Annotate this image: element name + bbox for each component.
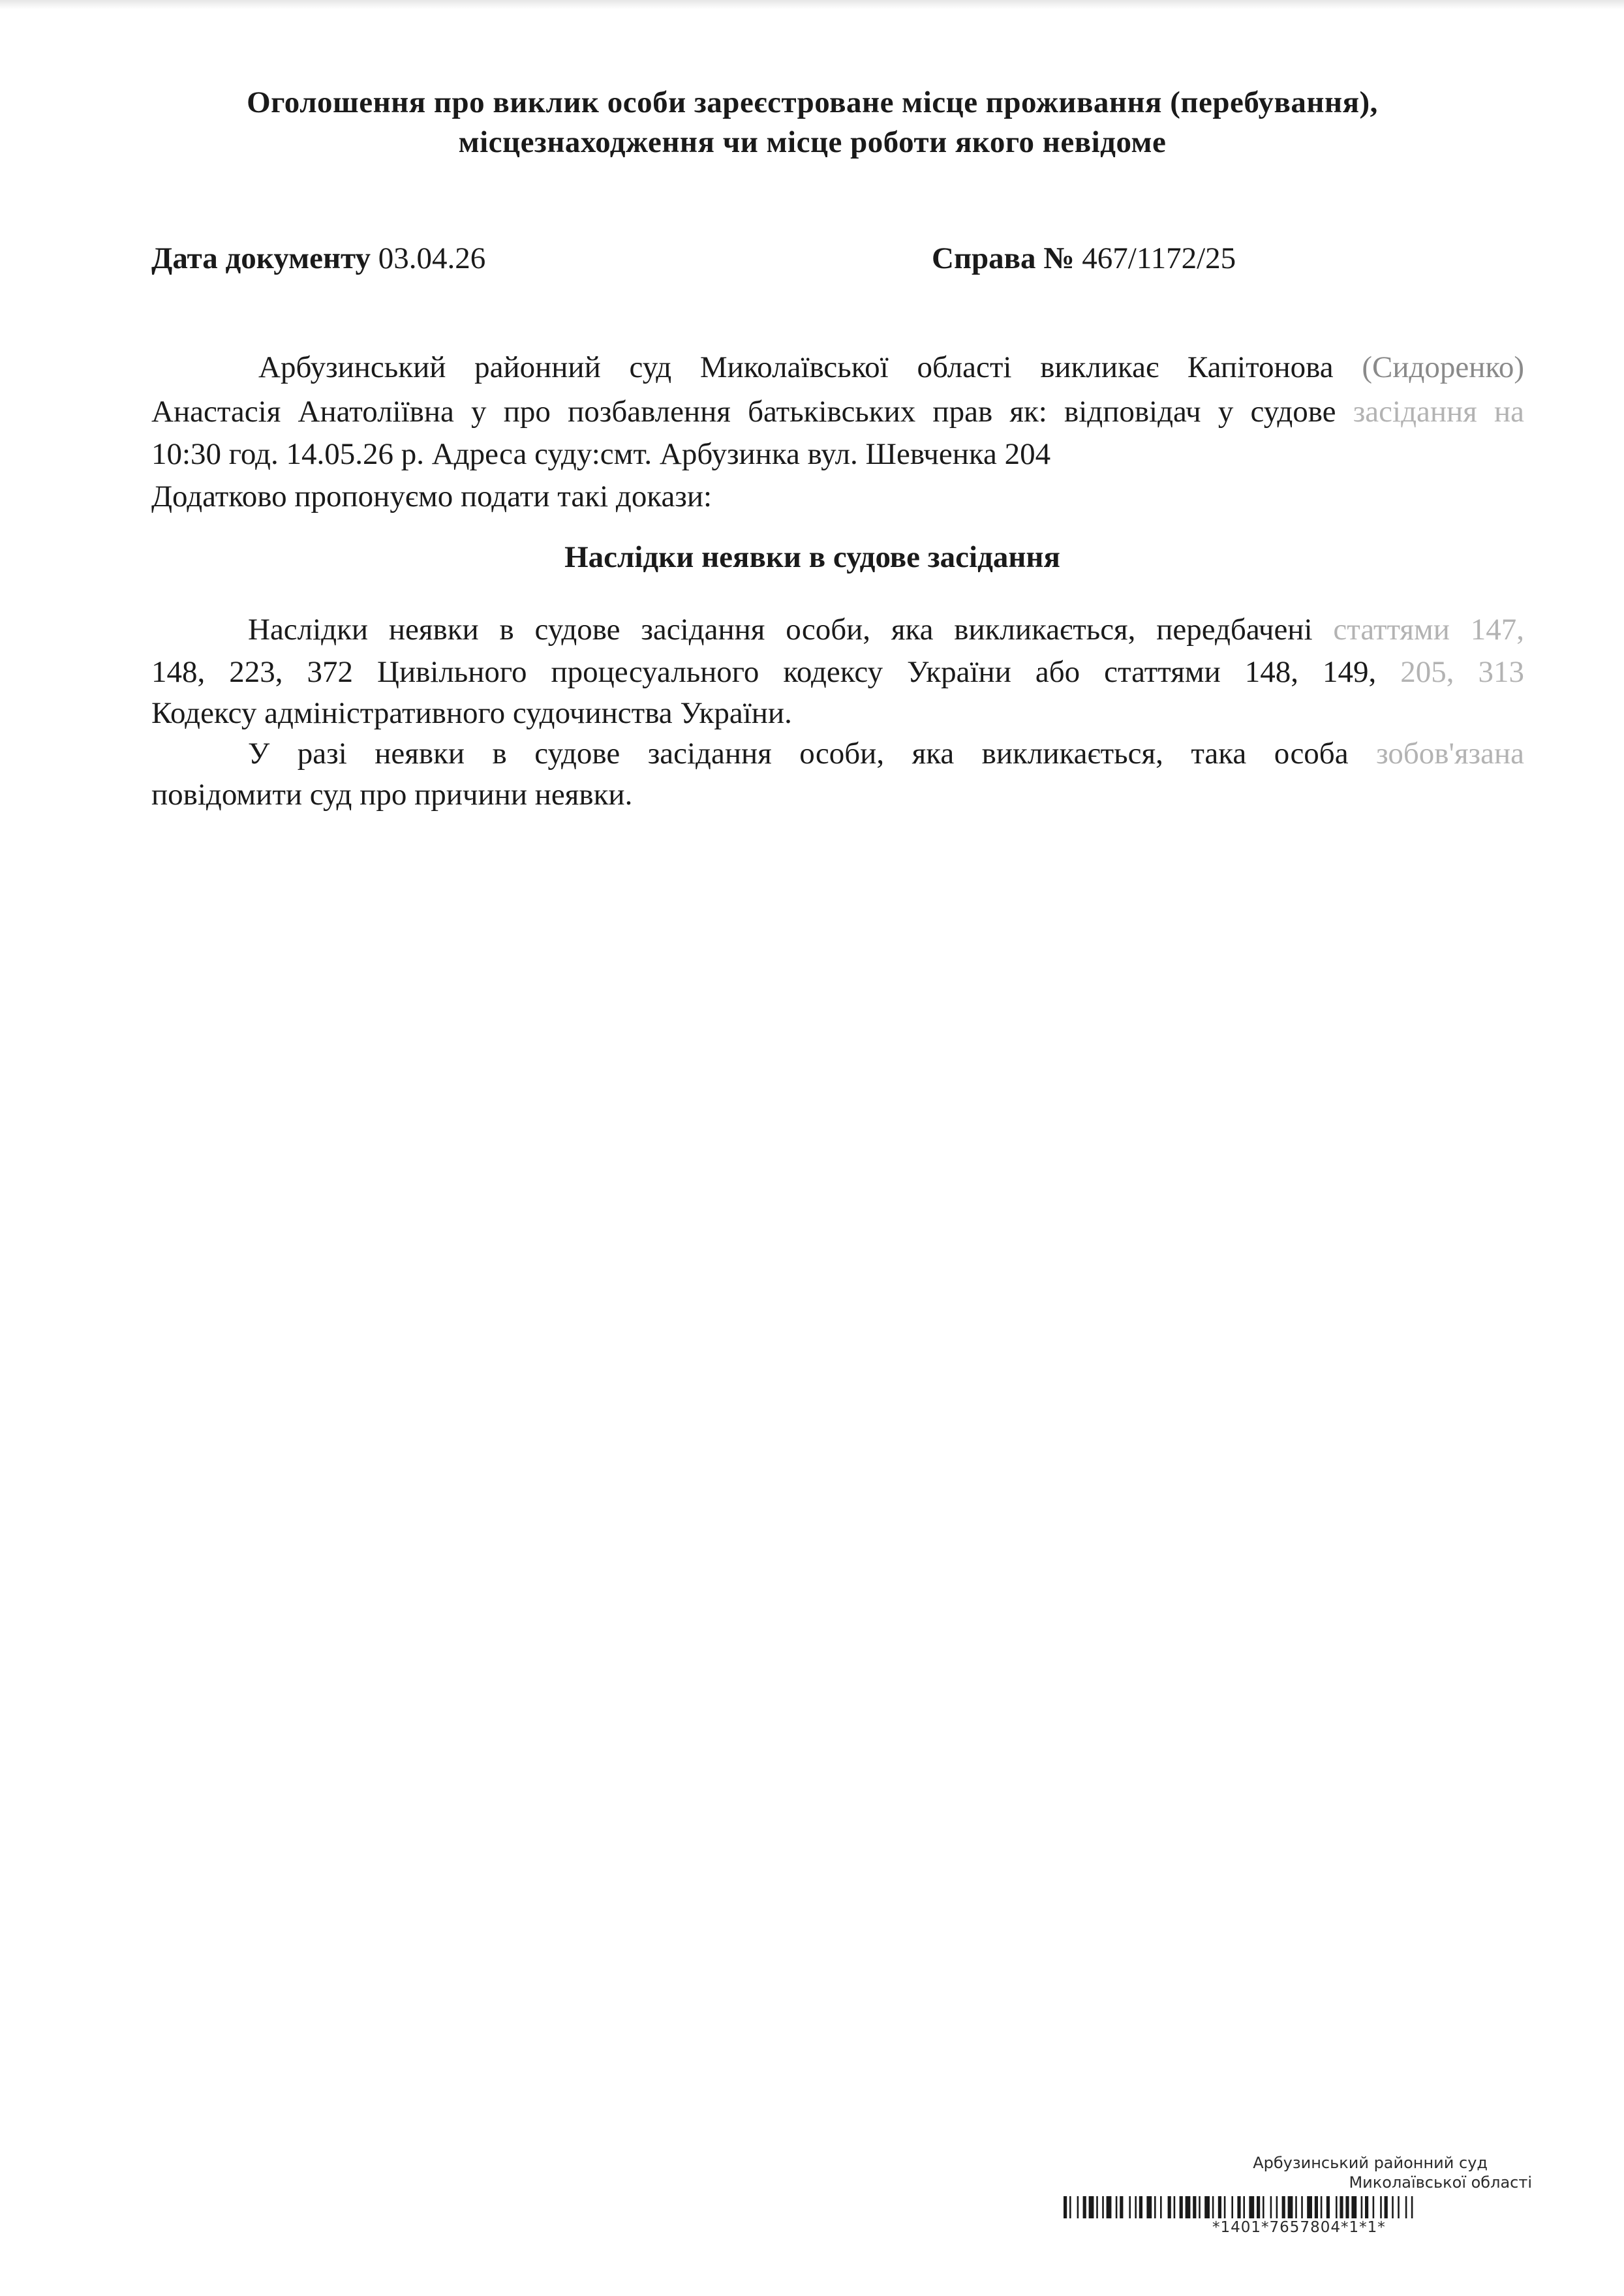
court-barcode-stamp — [1064, 2153, 1546, 2237]
consequences-p1-line-1 — [248, 608, 1524, 651]
consequences-p1-line-2-text: 148, 223, 372 Цивільного процесуального кодексу України або статтями 148, 149, — [151, 655, 1377, 689]
summons-line-2-text: Анастасія Анатоліївна у про позбавлення батьківських прав як: відповідач у судове — [151, 395, 1336, 429]
summons-line-1-text: Арбузинський районний суд Миколаївської області викликає Капітонова — [258, 350, 1334, 384]
barcode-bar — [1199, 2196, 1201, 2218]
barcode-bar — [1135, 2196, 1137, 2218]
barcode-bar — [1116, 2196, 1118, 2218]
barcode-bar — [1315, 2196, 1318, 2218]
barcode-bar — [1193, 2196, 1196, 2218]
barcode-bar — [1288, 2196, 1293, 2218]
barcode-bar — [1237, 2196, 1240, 2218]
summons-line-4: Додатково пропонуємо подати такі докази: — [151, 480, 712, 513]
barcode-bar — [1224, 2196, 1226, 2218]
case-label: Справа № — [932, 241, 1075, 275]
barcode-bar — [1204, 2196, 1210, 2218]
document-title-line-1: Оголошення про виклик особи зареєстроване місце проживання (перебування), — [247, 85, 1378, 119]
barcode-bar — [1257, 2196, 1260, 2218]
barcode-bar — [1129, 2196, 1131, 2218]
barcode-bar — [1096, 2196, 1098, 2218]
consequences-p1-line-1-faded: статтями 147, — [1333, 613, 1525, 647]
barcode-bar — [1154, 2196, 1156, 2218]
summons-line-1-faded: (Сидоренко) — [1362, 350, 1524, 384]
barcode-bar — [1212, 2196, 1214, 2218]
barcode-bar — [1295, 2196, 1297, 2218]
consequences-p2-line-1-text: У разі неявки в судове засідання особи, яка викликається, така особа — [248, 737, 1349, 771]
scan-edge — [0, 0, 1624, 9]
barcode-bar — [1365, 2196, 1368, 2218]
barcode-bar — [1345, 2196, 1349, 2218]
barcode-bar — [1146, 2196, 1152, 2218]
barcode-bar — [1282, 2196, 1285, 2218]
barcode-bar — [1160, 2196, 1162, 2218]
barcode-bar — [1361, 2196, 1363, 2218]
barcode-number: *1401*7657804*1*1* — [1212, 2219, 1386, 2236]
barcode-bar — [1139, 2196, 1142, 2218]
barcode-bar — [1405, 2196, 1407, 2218]
summons-line-2 — [151, 390, 1524, 433]
summons-line-1 — [258, 346, 1524, 389]
barcode-bar — [1064, 2196, 1067, 2218]
barcode-image — [1064, 2196, 1546, 2218]
case-value: 467/1172/25 — [1082, 241, 1236, 275]
barcode-bar — [1340, 2196, 1343, 2218]
barcode-bar — [1102, 2196, 1104, 2218]
stamp-court-name: Арбузинський районний суд — [1253, 2154, 1488, 2172]
consequences-p2-line-2: повідомити суд про причини неявки. — [151, 778, 633, 812]
barcode-bar — [1249, 2196, 1254, 2218]
consequences-p1-line-1-text: Наслідки неявки в судове засідання особи, яка викликається, передбачені — [248, 613, 1313, 647]
barcode-bar — [1411, 2196, 1413, 2218]
summons-line-3: 10:30 год. 14.05.26 р. Адреса суду:смт. Арбузинка вул. Шевченка 204 — [151, 437, 1051, 471]
consequences-p1-line-2 — [151, 651, 1524, 694]
barcode-bar — [1107, 2196, 1112, 2218]
barcode-bar — [1326, 2196, 1330, 2218]
barcode-bar — [1083, 2196, 1086, 2218]
document-date — [151, 237, 485, 279]
barcode-bar — [1231, 2196, 1233, 2218]
consequences-p2-line-1 — [248, 732, 1524, 775]
consequences-p1-line-3: Кодексу адміністративного судочинства України. — [151, 696, 792, 730]
barcode-bar — [1069, 2196, 1071, 2218]
barcode-bar — [1120, 2196, 1123, 2218]
barcode-bar — [1218, 2196, 1221, 2218]
document-title-line-2: місцезнаходження чи місце роботи якого невідоме — [458, 125, 1167, 159]
barcode-bar — [1270, 2196, 1272, 2218]
barcode-bar — [1351, 2196, 1356, 2218]
barcode-bar — [1276, 2196, 1278, 2218]
consequences-p2-line-1-faded: зобов'язана — [1376, 737, 1524, 771]
barcode-bar — [1243, 2196, 1245, 2218]
stamp-region: Миколаївської області — [1349, 2173, 1532, 2192]
barcode-bar — [1180, 2196, 1183, 2218]
barcode-bar — [1301, 2196, 1303, 2218]
date-value: 03.04.26 — [378, 241, 486, 275]
summons-line-2-faded: засідання на — [1353, 395, 1524, 429]
barcode-bar — [1174, 2196, 1176, 2218]
barcode-bar — [1168, 2196, 1171, 2218]
barcode-bar — [1385, 2196, 1388, 2218]
consequences-heading: Наслідки неявки в судове засідання — [564, 540, 1060, 574]
barcode-bar — [1263, 2196, 1264, 2218]
barcode-bar — [1373, 2196, 1375, 2218]
barcode-bar — [1077, 2196, 1079, 2218]
case-number — [932, 237, 1236, 279]
barcode-bar — [1307, 2196, 1312, 2218]
consequences-p1-line-2-faded: 205, 313 — [1400, 655, 1525, 689]
barcode-bar — [1089, 2196, 1094, 2218]
barcode-bar — [1380, 2196, 1382, 2218]
barcode-bar — [1321, 2196, 1323, 2218]
date-label: Дата документу — [151, 241, 371, 275]
barcode-bar — [1398, 2196, 1400, 2218]
barcode-bar — [1392, 2196, 1394, 2218]
barcode-bar — [1186, 2196, 1191, 2218]
barcode-bar — [1336, 2196, 1338, 2218]
